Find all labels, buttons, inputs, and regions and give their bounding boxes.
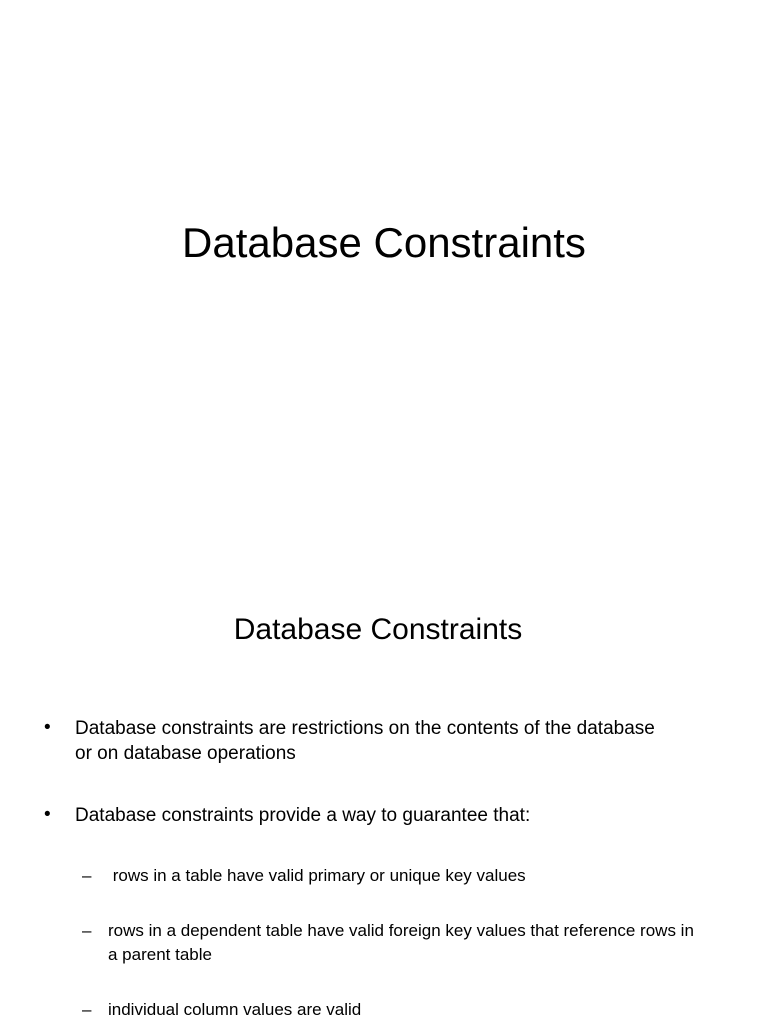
slide-2-title: Database Constraints [233, 613, 523, 646]
sub-bullet-text: rows in a table have valid primary or unique key values [108, 866, 526, 885]
bullet-text: Database constraints provide a way to guarantee that: [75, 805, 531, 826]
sub-bullet-marker: – [82, 921, 92, 940]
sub-bullet-marker: – [82, 866, 92, 885]
slide-2 [0, 576, 768, 1024]
bullet-marker: • [44, 804, 51, 825]
bullet-text: Database constraints are restrictions on the contents of the database or on database operations [75, 718, 655, 764]
sub-bullet-marker: – [82, 1000, 92, 1019]
sub-bullet-text: rows in a dependent table have valid foreign key values that reference rows in a parent table [108, 921, 694, 964]
slide-1-title: Database Constraints [182, 219, 586, 266]
bullet-marker: • [44, 717, 51, 738]
sub-bullet-text: individual column values are valid [108, 1000, 362, 1019]
